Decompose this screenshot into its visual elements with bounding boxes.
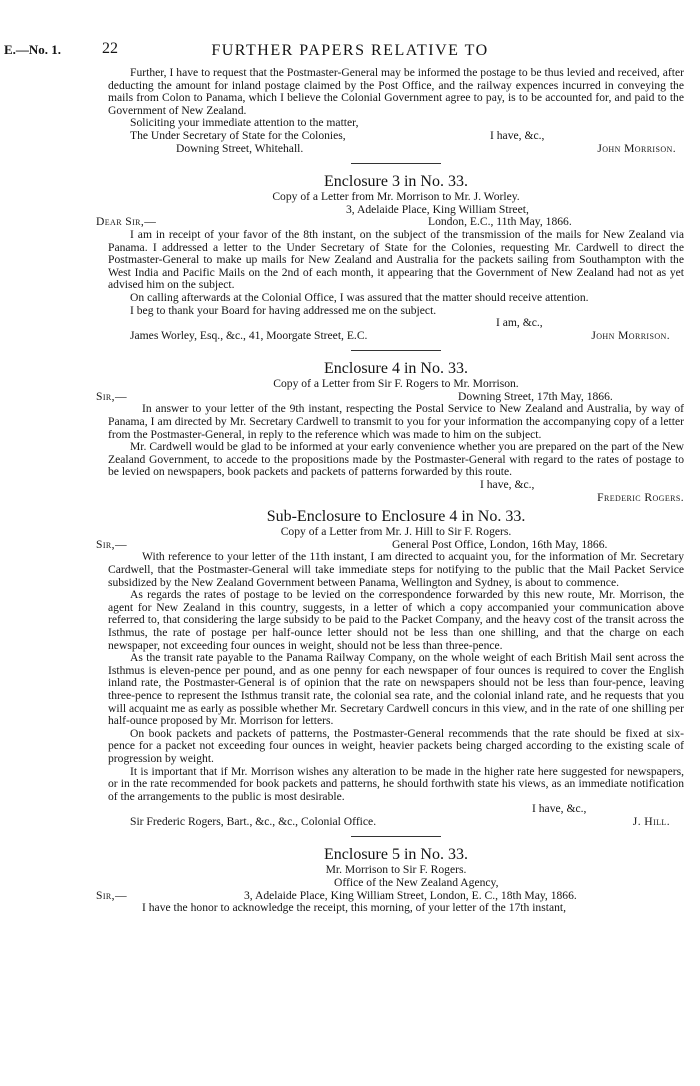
addressee: James Worley, Esq., &c., 41, Moorgate Street, E.C.: [130, 328, 368, 342]
letter-paragraph: On calling afterwards at the Colonial Office, I was assured that the matter should receive attention.: [130, 290, 589, 304]
signature-line: [108, 492, 684, 505]
signature: Frederic Rogers.: [597, 490, 684, 504]
letter-paragraph: I beg to thank your Board for having addressed me on the subject.: [130, 303, 437, 317]
sender-office: Office of the New Zealand Agency,: [334, 876, 499, 890]
letter-paragraph: In answer to your letter of the 9th instant, respecting the Postal Service to New Zealand and Australia, by way of Panama, I am directed by Mr. Secretary Cardwell to transmit to you for your information the accompanying copy of a letter from the Postmaster-General, in reply to the reference which was made to him on the subject.: [108, 402, 684, 441]
running-title: FURTHER PAPERS RELATIVE TO: [211, 42, 489, 59]
letter-paragraph: Mr. Cardwell would be glad to be informed at your early convenience whether you are prepared on the part of the New Zealand Government, to accede to the propositions made by the Postmaster-General with regard to the rates of postage to be levied on newspapers, book packets and packets of patterns forwarded by this route.: [108, 440, 684, 479]
addressee: The Under Secretary of State for the Colonies,: [130, 128, 346, 142]
enclosure-title: Sub-Enclosure to Enclosure 4 in No. 33.: [266, 508, 526, 526]
addressee: Downing Street, Whitehall.: [176, 141, 304, 155]
enclosure-title: Enclosure 5 in No. 33.: [324, 846, 468, 864]
sender-address: 3, Adelaide Place, King William Street,: [346, 202, 529, 216]
letter-paragraph: On book packets and packets of patterns, the Postmaster-General recommends that the rate should be fixed at six-pence for a packet not exceeding four ounces in weight, heavier packets being charged according to the existing scale of progression by weight.: [108, 726, 684, 765]
section-divider: [351, 163, 441, 164]
letter-paragraph: Soliciting your immediate attention to the matter,: [130, 116, 359, 130]
section-divider: [351, 836, 441, 837]
closing: I am, &c.,: [496, 316, 543, 330]
addressee: Sir Frederic Rogers, Bart., &c., &c., Colonial Office.: [130, 814, 377, 828]
enclosure-caption: Copy of a Letter from Mr. J. Hill to Sir F. Rogers.: [280, 525, 512, 539]
salutation: Sir,—: [96, 389, 127, 403]
salutation-line: [96, 216, 684, 229]
page-header: [0, 42, 700, 64]
salutation: Sir,—: [96, 537, 127, 551]
letter-paragraph: I am in receipt of your favor of the 8th instant, on the subject of the transmission of the mails for New Zealand via Panama. I addressed a letter to the Under Secretary of State for the Colonies, requesting Mr. Cardwell to direct the Postmaster-General to make up mails for New Zealand and Australia for the packets sailing from Southampton with the West India and Pacific Mails on the 2nd of each month, it appearing that the Government of New Zealand had not as yet advised him on the subject.: [108, 227, 684, 292]
date-line: 3, Adelaide Place, King William Street, London, E. C., 18th May, 1866.: [244, 888, 577, 902]
enclosure-title: Enclosure 4 in No. 33.: [324, 360, 468, 378]
letter-paragraph: As the transit rate payable to the Panama Railway Company, on the whole weight of each British Mail sent across the Isthmus is eleven-pence per pound, and as one penny for each newspaper of four ounces is required to cover the English inland rate, the Postmaster-General is of opinion that the rate on newspapers should not be less than four-pence, leaving three-pence to represent the Isthmus transit rate, the colonial sea rate, and the colonial inland rate, and he requests that you will acquaint me as early as possible whether Mr. Secretary Cardwell concurs in this view, and in the rate of one shilling per half-ounce proposed by Mr. Morrison for letters.: [108, 651, 684, 728]
closing: I have, &c.,: [532, 802, 587, 816]
date-line: General Post Office, London, 16th May, 1866.: [392, 537, 608, 551]
enclosure-caption: Copy of a Letter from Mr. Morrison to Mr. J. Worley.: [272, 190, 520, 204]
signature: John Morrison.: [597, 141, 676, 155]
closing: I have, &c.,: [490, 128, 545, 142]
letter-paragraph: As regards the rates of postage to be levied on the correspondence forwarded by this new route, Mr. Morrison, the agent for New Zealand in this country, suggests, in a letter of which a copy accompanied your communication above referred to, that considering the large subsidy to be paid to the Packet Company, and the heavy cost of the transit across the Isthmus, the rate of postage per half-ounce letter should not be less than one shilling, and that the charge on each newspaper, not exceeding four ounces in weight, should not be less than three-pence.: [108, 588, 684, 652]
addressee-line: [108, 816, 684, 829]
document-reference: E.—No. 1.: [4, 42, 62, 57]
salutation: Sir,—: [96, 888, 127, 902]
addressee-line: [108, 143, 684, 156]
salutation-line: [96, 539, 684, 552]
enclosure-caption: Copy of a Letter from Sir F. Rogers to Mr. Morrison.: [273, 377, 519, 391]
page-number: 22: [102, 40, 118, 57]
date-line: Downing Street, 17th May, 1866.: [458, 389, 613, 403]
letter-paragraph: With reference to your letter of the 11th instant, I am directed to acquaint you, for the information of Mr. Secretary Cardwell, that the Postmaster-General will take immediate steps for notifying to the public that the Mail Packet Service subsidized by the New Zealand Government between Panama, Wellington and Sydney, is about to commence.: [108, 550, 684, 589]
closing-line: [108, 479, 684, 492]
signature: John Morrison.: [591, 328, 670, 342]
addressee-line: [108, 330, 684, 343]
signature: J. Hill.: [632, 814, 670, 828]
letter-paragraph: Further, I have to request that the Postmaster-General may be informed the postage to be thus levied and received, after deducting the amount for inland postage claimed by the Post Office, and the railway expences incurred in conveying the mails from Colon to Panama, which I believe the Colonial Government agree to pay, is to be accounted for, and paid to the Government of New Zealand.: [108, 66, 684, 117]
salutation-line: [96, 391, 684, 404]
enclosure-title: Enclosure 3 in No. 33.: [324, 173, 468, 191]
closing: I have, &c.,: [480, 478, 535, 492]
section-divider: [351, 350, 441, 351]
letter-paragraph: It is important that if Mr. Morrison wishes any alteration to be made in the higher rate here suggested for newspapers, or in the rate recommended for book packets and patterns, he should forthwith state his views, as an immediate notification of the arrangements to the public is most desirable.: [108, 764, 684, 803]
salutation-line: [96, 890, 684, 903]
salutation: Dear Sir,—: [96, 215, 157, 229]
date-line: London, E.C., 11th May, 1866.: [428, 215, 572, 229]
document-body: [96, 66, 684, 915]
letter-paragraph: I have the honor to acknowledge the receipt, this morning, of your letter of the 17th instant,: [142, 901, 567, 915]
enclosure-caption: Mr. Morrison to Sir F. Rogers.: [325, 863, 467, 877]
